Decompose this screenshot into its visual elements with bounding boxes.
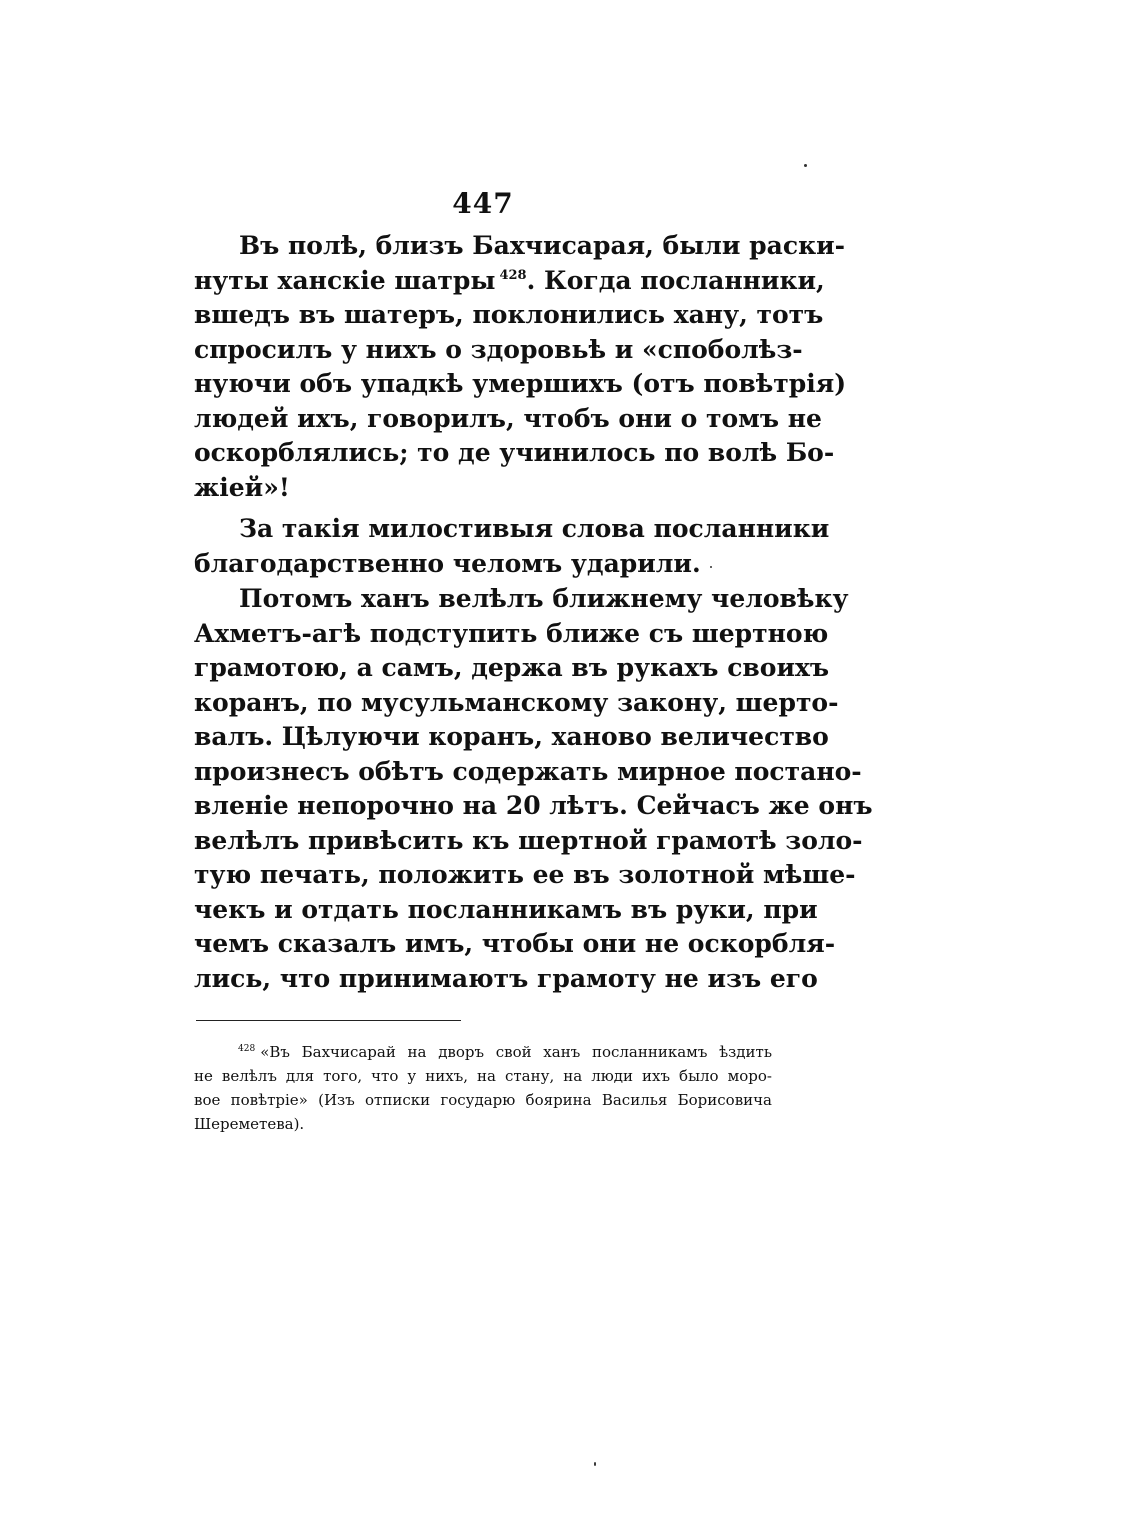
text-line-with-footnote xyxy=(194,264,825,299)
paragraph-1 xyxy=(194,229,847,505)
text-line: произнесъ обѣтъ содержать мирное постано- xyxy=(194,756,862,786)
paragraph-3 xyxy=(194,582,873,996)
footnote xyxy=(194,1040,772,1136)
text-line: тую печать, положить ее въ золотной мѣше- xyxy=(194,860,856,889)
text-line: людей ихъ, говорилъ, чтобъ они о томъ не xyxy=(194,403,822,433)
text-line: За такія милостивыя слова посланники xyxy=(239,514,830,543)
text-line: лись, что принимаютъ грамоту не изъ его xyxy=(194,963,818,993)
text-line: чекъ и отдать посланникамъ въ руки, при xyxy=(194,894,818,924)
text-line: благодарственно челомъ ударили. xyxy=(194,548,701,578)
text-line: валъ. Цѣлуючи коранъ, ханово величество xyxy=(194,722,829,751)
text-line: Ахметъ-агѣ подступить ближе съ шертною xyxy=(194,618,829,648)
text-line: грамотою, а самъ, держа въ рукахъ своихъ xyxy=(194,653,830,682)
text-line: жіей»! xyxy=(194,472,290,502)
footnote-line: не велѣлъ для того, что у нихъ, на стану, на люди ихъ было моро- xyxy=(194,1067,772,1085)
footnote-line: вое повѣтріе» (Изъ отписки государю боярина Василья Борисовича xyxy=(194,1091,772,1109)
text-line-part: . Когда посланники, xyxy=(526,265,825,295)
text-line: Потомъ ханъ велѣлъ ближнему человѣку xyxy=(239,584,849,613)
text-line-part: нуты ханскіе шатры xyxy=(194,265,496,295)
footnote-number: 428 xyxy=(238,1044,256,1054)
footnote-line: Шереметева). xyxy=(194,1115,305,1133)
text-line: Въ полѣ, близъ Бахчисарая, были раски- xyxy=(239,231,846,260)
text-line: велѣлъ привѣсить къ шертной грамотѣ золо- xyxy=(194,825,863,855)
footnote-line xyxy=(194,1040,772,1064)
scan-speck xyxy=(710,566,712,568)
text-line: чемъ сказалъ имъ, чтобы они не оскорбля- xyxy=(194,929,836,958)
scan-speck xyxy=(594,1462,596,1466)
footnote-text: «Въ Бахчисарай на дворъ свой ханъ посланникамъ ѣздить xyxy=(260,1043,772,1061)
footnote-reference[interactable]: 428 xyxy=(499,268,527,284)
text-line: вшедъ въ шатеръ, поклонились хану, тотъ xyxy=(194,300,824,329)
text-line: нуючи объ упадкѣ умершихъ (отъ повѣтрія) xyxy=(194,369,847,398)
scan-speck xyxy=(804,164,807,167)
footnote-divider xyxy=(196,1020,461,1021)
text-line: оскорблялись; то де учинилось по волѣ Бо- xyxy=(194,438,835,467)
text-line: коранъ, по мусульманскому закону, шерто- xyxy=(194,687,839,717)
text-line: спросилъ у нихъ о здоровьѣ и «споболѣз- xyxy=(194,334,803,364)
text-line: вленіе непорочно на 20 лѣтъ. Сейчасъ же онъ xyxy=(194,791,873,820)
paragraph-2 xyxy=(194,512,830,581)
page-number: 447 xyxy=(452,187,514,220)
